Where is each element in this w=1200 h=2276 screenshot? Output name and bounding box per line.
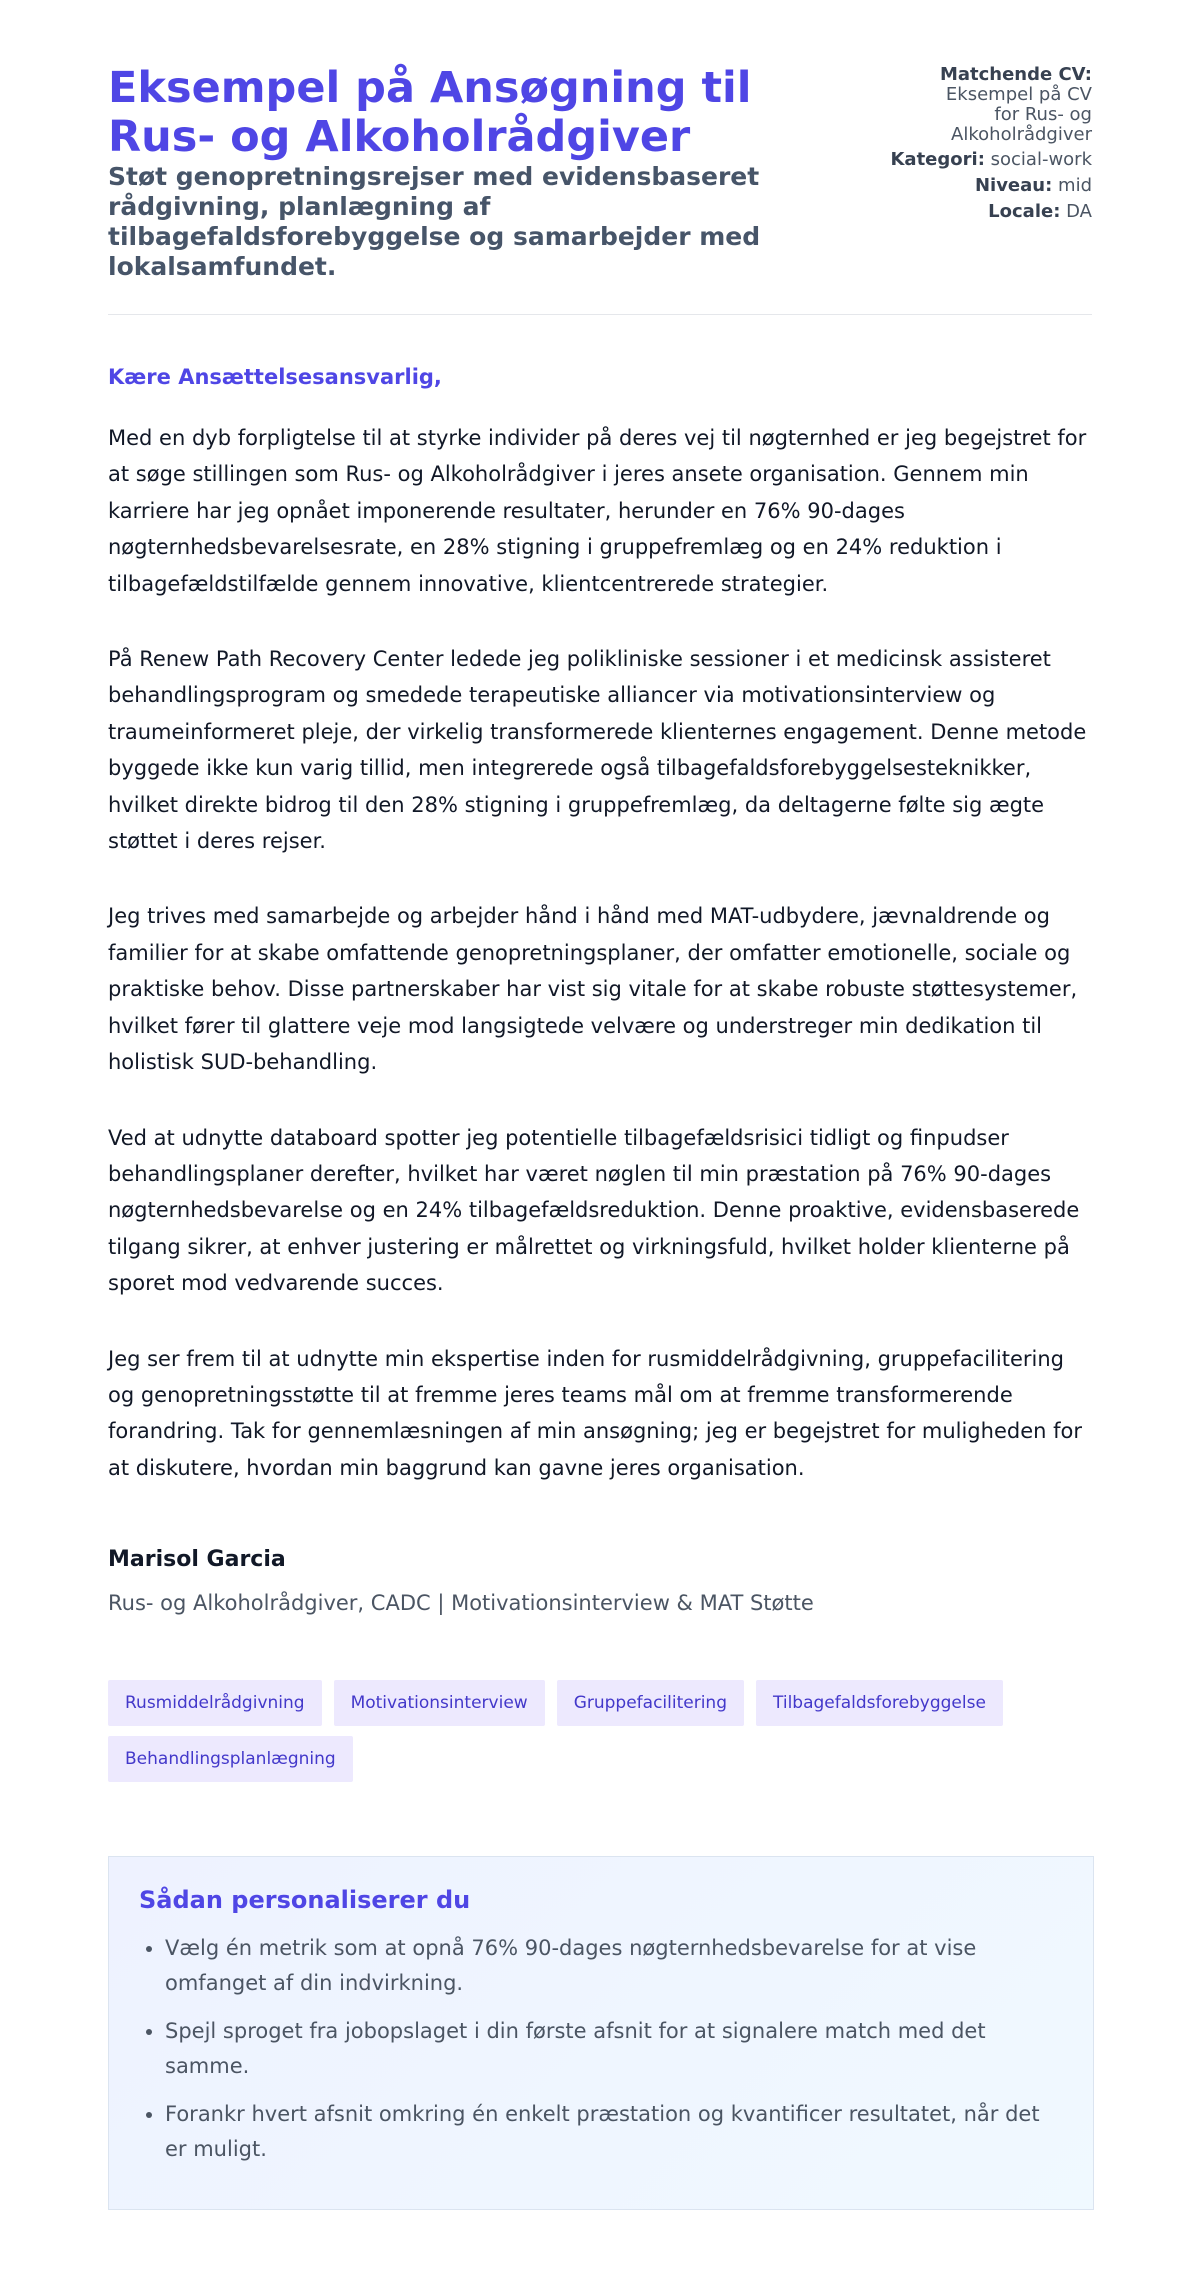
header-divider [108,314,1092,315]
meta-level [862,176,1092,196]
tips-list [139,1931,1063,2167]
skill-tag: Rusmiddelrådgivning [108,1680,322,1726]
meta-panel [862,65,1092,228]
signature-role: Rus- og Alkoholrådgiver, CADC | Motivationsinterview & MAT Støtte [108,1591,814,1615]
skill-tag: Motivationsinterview [334,1680,545,1726]
meta-level-label: Niveau: [974,175,1053,196]
page-header [108,0,1092,281]
skill-tag: Behandlingsplanlægning [108,1736,353,1782]
skill-tag: Gruppefacilitering [557,1680,744,1726]
letter-paragraph: På Renew Path Recovery Center ledede jeg polikliniske sessioner i et medicinsk assisteret behandlingsprogram og smedede terapeutiske alliancer via motivationsinterview og traumeinformeret pleje, der virkelig transformerede klienternes engagement. Denne metode byggede ikke kun varig tillid, men integrerede også tilbagefaldsforebyggelsesteknikker, hvilket direkte bidrog til den 28% stigning i gruppefremlæg, da deltagerne følte sig ægte støttet i deres rejser. [108,647,1087,854]
tips-title: Sådan personaliserer du [139,1886,471,1914]
letter-paragraph: Ved at udnytte databoard spotter jeg potentielle tilbagefældsrisici tidligt og finpudser behandlingsplaner derefter, hvilket har været nøglen til min præstation på 76% 90-dages nøgternhedsbevarelse og en 24% tilbagefældsreduktion. Denne proaktive, evidensbaserede tilgang sikrer, at enhver justering er målrettet og virkningsfuld, hvilket holder klienterne på sporet mod vedvarende succes. [108,1125,1080,1296]
letter-body [108,362,1092,1525]
meta-cv-value[interactable]: Eksempel på CV for Rus- og Alkoholrådgiver [945,84,1092,145]
letter-paragraph: Med en dyb forpligtelse til at styrke individer på deres vej til nøgternhed er jeg begejstret for at søge stillingen som Rus- og Alkoholrådgiver i jeres ansete organisation. Gennem min karriere har jeg opnået imponerende resultater, herunder en 76% 90-dages nøgternhedsbevarelsesrate, en 28% stigning i gruppefremlæg og en 24% reduktion i tilbagefældstilfælde gennem innovative, klientcentrerede strategier. [108,426,1087,596]
tips-list-item: • Spejl sproget fra jobopslaget i din første afsnit for at signalere match med det samme. [165,2014,1063,2084]
meta-category-value: social-work [990,149,1092,170]
skill-tags [108,1680,1092,1782]
page-title: Eksempel på Ansøgning til Rus- og Alkoholrådgiver [108,63,752,162]
meta-locale-label: Locale: [988,201,1061,222]
letter-salutation: Kære Ansættelsesansvarlig, [108,365,442,389]
page-subtitle: Støt genopretningsrejser med evidensbaseret rådgivning, planlægning af tilbagefaldsforebyggelse og samarbejder med lokalsamfundet. [108,162,761,281]
meta-matching-cv [862,65,1092,145]
signature-name: Marisol Garcia [108,1547,286,1572]
letter-paragraph: Jeg trives med samarbejde og arbejder hånd i hånd med MAT-udbydere, jævnaldrende og familier for at skabe omfattende genopretningsplaner, der omfatter emotionelle, sociale og praktiske behov. Disse partnerskaber har vist sig vitale for at skabe robuste støttesystemer, hvilket fører til glattere veje mod langsigtede velvære og understreger min dedikation til holistisk SUD-behandling. [108,904,1078,1075]
meta-category-label: Kategori: [890,149,985,170]
tips-list-item: • Forankr hvert afsnit omkring én enkelt præstation og kvantificer resultatet, når det er muligt. [165,2097,1063,2167]
personalization-tips-box [108,1856,1094,2210]
meta-locale-value: DA [1066,201,1092,222]
skill-tag: Tilbagefaldsforebyggelse [756,1680,1003,1726]
meta-cv-label: Matchende CV: [939,64,1092,85]
letter-paragraph: Jeg ser frem til at udnytte min ekspertise inden for rusmiddelrådgivning, gruppefacilitering og genopretningsstøtte til at fremme jeres teams mål om at fremme transformerende forandring. Tak for gennemlæsningen af min ansøgning; jeg er begejstret for muligheden for at diskutere, hvordan min baggrund kan gavne jeres organisation. [108,1346,1082,1480]
meta-category [862,150,1092,170]
meta-locale [862,202,1092,222]
meta-level-value: mid [1058,175,1092,196]
tips-list-item: • Vælg én metrik som at opnå 76% 90-dages nøgternhedsbevarelse for at vise omfanget af din indvirkning. [165,1931,1063,2001]
